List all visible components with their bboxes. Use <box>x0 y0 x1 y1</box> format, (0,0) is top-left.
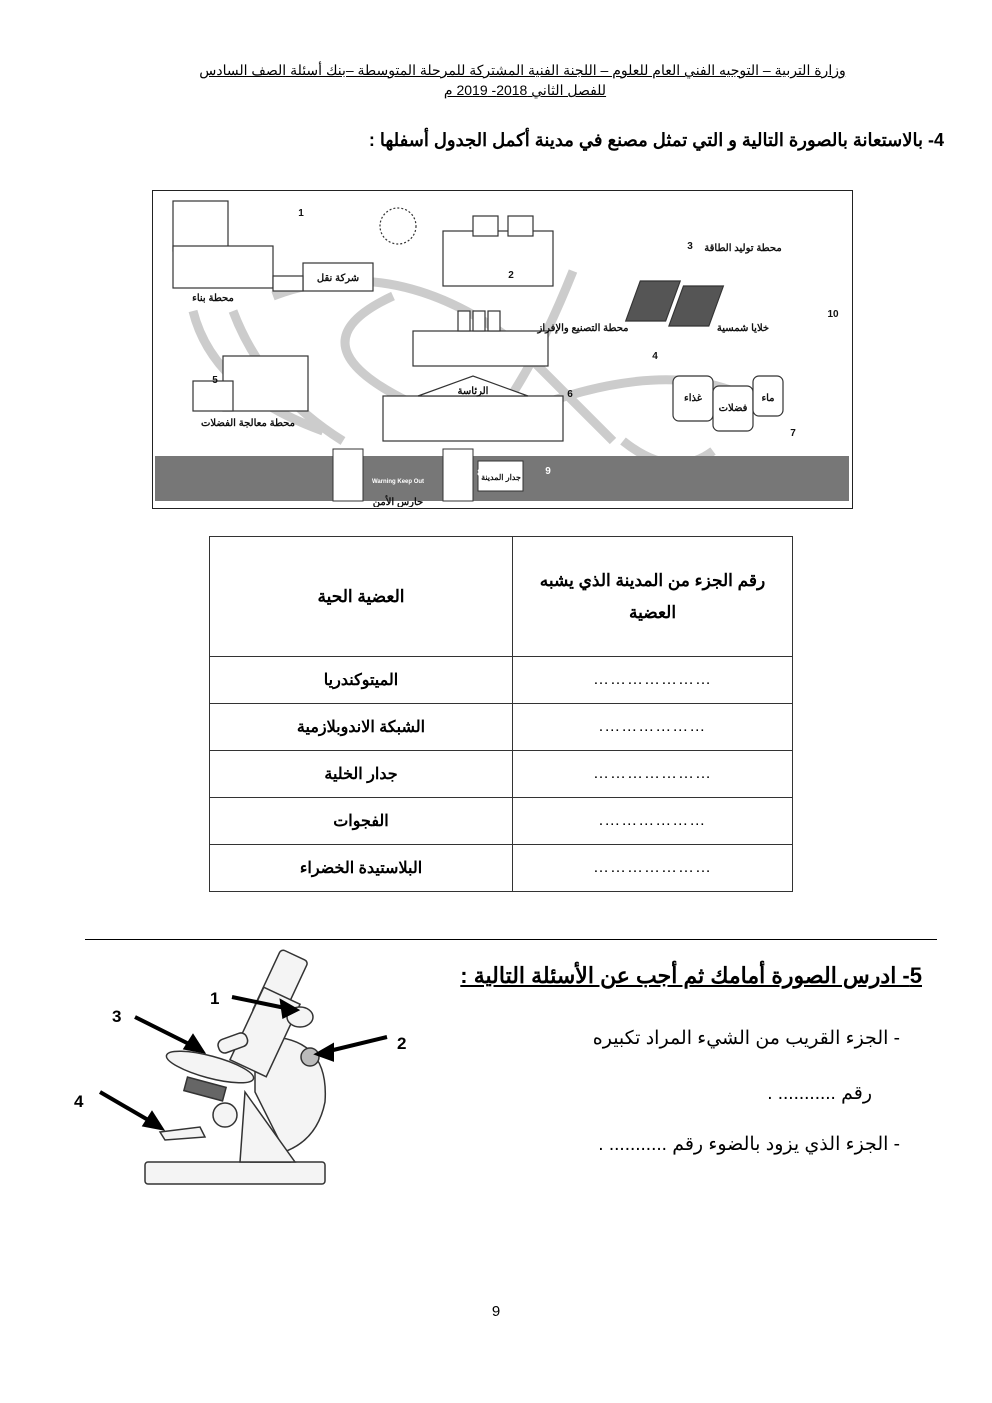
label-wall: جدار المدينة <box>481 473 521 482</box>
marker-1: 1 <box>298 208 304 219</box>
table-row <box>210 798 793 845</box>
organelle-name: الفجوات <box>210 798 513 845</box>
marker-2: 2 <box>508 270 514 281</box>
table-header-row <box>210 537 793 657</box>
header-organelle: العضية الحية <box>210 537 513 657</box>
label-manufacturing: محطة التصنيع والإفراز <box>537 323 629 334</box>
answer-field[interactable]: ………………. <box>513 798 793 845</box>
header-line-1: وزارة التربية – التوجيه الفني العام للعلوم – اللجنة الفنية المشتركة للمرحلة المتوسطة –بنك أسئلة الصف السادس <box>199 62 846 78</box>
marker-7: 7 <box>790 428 796 439</box>
organelle-name: البلاستيدة الخضراء <box>210 845 513 892</box>
answer-field[interactable]: ………………. <box>513 704 793 751</box>
section-divider <box>85 939 937 940</box>
answer-field[interactable]: ………………… <box>513 751 793 798</box>
label-food: غذاء <box>684 393 702 404</box>
table-row <box>210 751 793 798</box>
header-line-2: للفصل الثاني 2018- 2019 م <box>443 82 607 98</box>
answer-field[interactable]: ………………… <box>513 845 793 892</box>
answer-field[interactable]: ………………… <box>513 657 793 704</box>
question-5-item-1-answer[interactable]: رقم ........... . <box>767 1083 872 1104</box>
marker-4: 4 <box>652 351 658 362</box>
marker-10: 10 <box>827 309 839 320</box>
microscope-label-2: 2 <box>397 1034 407 1053</box>
question-5-item-1: - الجزء القريب من الشيء المراد تكبيره <box>592 1028 900 1049</box>
city-factory-figure <box>152 190 853 509</box>
label-solar: خلايا شمسية <box>716 323 770 334</box>
table-row <box>210 657 793 704</box>
label-warning: Warning Keep Out <box>371 479 425 485</box>
label-power: محطة توليد الطاقة <box>704 243 782 254</box>
microscope-label-3: 3 <box>112 1007 122 1026</box>
label-wastes: فضلات <box>718 403 748 414</box>
header-part-number: رقم الجزء من المدينة الذي يشبه العضية <box>513 537 793 657</box>
organelle-name: الميتوكندريا <box>210 657 513 704</box>
marker-8: 8 <box>477 468 483 479</box>
label-presidency: الرئاسة <box>457 386 489 397</box>
label-waste: محطة معالجة الفضلات <box>201 418 295 429</box>
marker-3: 3 <box>687 241 693 252</box>
question-4-title: 4- بالاستعانة بالصورة التالية و التي تمثل مصنع في مدينة أكمل الجدول أسفلها : <box>368 130 944 150</box>
table-row <box>210 845 793 892</box>
marker-5: 5 <box>212 375 218 386</box>
question-5-item-2[interactable]: - الجزء الذي يزود بالضوء رقم ........... . <box>598 1134 900 1155</box>
microscope-label-1: 1 <box>210 989 220 1008</box>
organelle-name: جدار الخلية <box>210 751 513 798</box>
table-row <box>210 704 793 751</box>
page-number: 9 <box>491 1303 501 1320</box>
label-transport: شركة نقل <box>316 273 360 284</box>
label-water: ماء <box>761 393 775 404</box>
organelle-name: الشبكة الاندوبلازمية <box>210 704 513 751</box>
label-construction: محطة بناء <box>192 293 234 304</box>
marker-6: 6 <box>567 389 573 400</box>
organelle-table <box>209 536 793 892</box>
marker-9: 9 <box>545 466 551 477</box>
label-guard: حارس الأمن <box>372 497 424 507</box>
question-5-title: 5- ادرس الصورة أمامك ثم أجب عن الأسئلة التالية : <box>460 963 922 988</box>
microscope-label-4: 4 <box>74 1092 84 1111</box>
microscope-figure <box>60 942 430 1202</box>
